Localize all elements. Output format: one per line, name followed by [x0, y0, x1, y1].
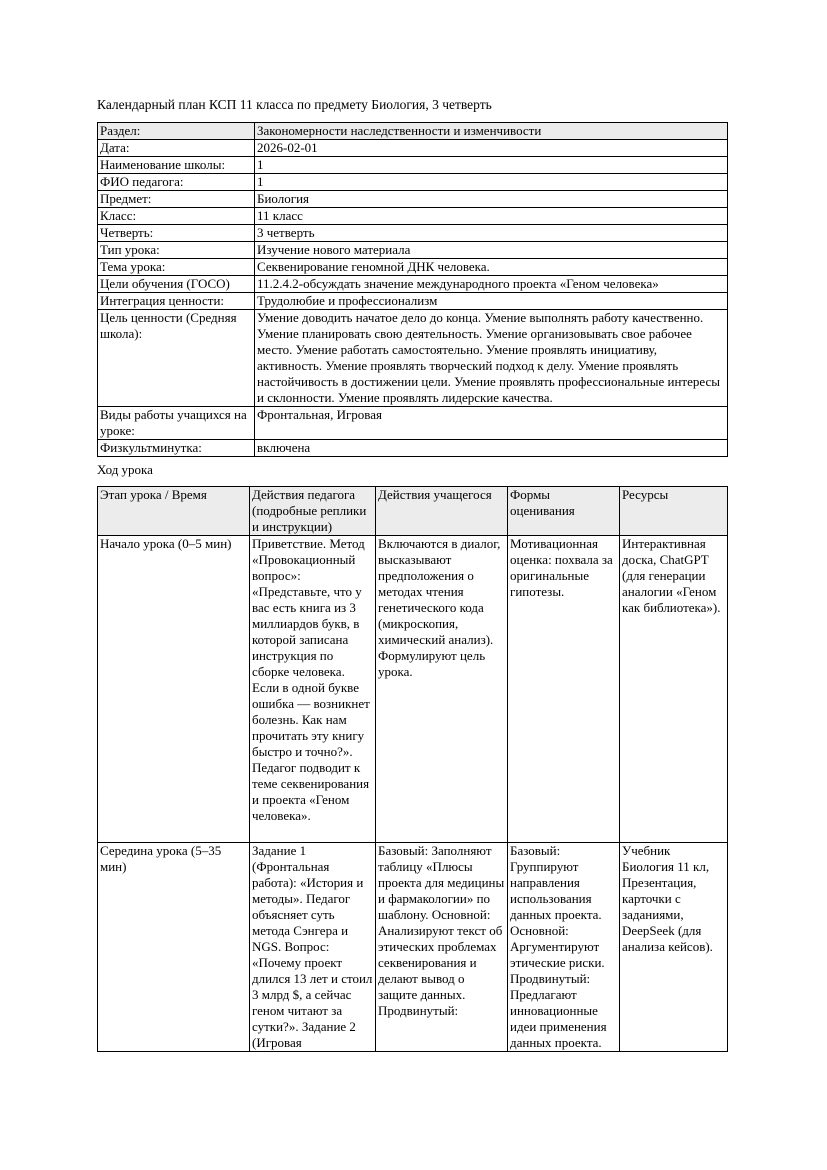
info-row [98, 259, 728, 276]
info-row [98, 208, 728, 225]
info-row [98, 225, 728, 242]
info-row [98, 174, 728, 191]
info-row [98, 242, 728, 259]
document-title: Календарный план КСП 11 класса по предмету Биология, 3 четверть [97, 97, 492, 112]
info-value-cell: Секвенирование геномной ДНК человека. [255, 259, 728, 276]
info-label-cell: Физкультминутка: [98, 440, 255, 457]
student-actions-cell: Базовый: Заполняют таблицу «Плюсы проекта для медицины и фармакологии» по шаблону. Основной: Анализируют текст об этических проблемах секвенирования и делают вывод о защите данных. Продвинутый: [376, 843, 508, 1052]
resources-cell: Учебник Биология 11 кл, Презентация, карточки с заданиями, DeepSeek (для анализа кейсов). [620, 843, 728, 1052]
student-actions-cell: Включаются в диалог, высказывают предположения о методах чтения генетического кода (микроскопия, химический анализ). Формулируют цель урока. [376, 536, 508, 843]
info-label-cell: Дата: [98, 140, 255, 157]
info-value-cell: Трудолюбие и профессионализм [255, 293, 728, 310]
info-label-cell: Класс: [98, 208, 255, 225]
lesson-row [98, 843, 728, 1052]
info-label-cell: Тип урока: [98, 242, 255, 259]
lesson-header-stage: Этап урока / Время [98, 487, 250, 536]
info-label-cell: Цели обучения (ГОСО) [98, 276, 255, 293]
lesson-flow-table [97, 486, 728, 1052]
info-label-cell: Предмет: [98, 191, 255, 208]
info-row [98, 276, 728, 293]
info-row [98, 157, 728, 174]
info-row [98, 407, 728, 440]
info-row [98, 123, 728, 140]
stage-cell: Начало урока (0–5 мин) [98, 536, 250, 843]
info-label-cell: Интеграция ценности: [98, 293, 255, 310]
lesson-header-teacher-actions: Действия педагога (подробные реплики и инструкции) [250, 487, 376, 536]
info-value-cell: 1 [255, 174, 728, 191]
info-label-cell: Наименование школы: [98, 157, 255, 174]
info-value-cell: Изучение нового материала [255, 242, 728, 259]
lesson-row [98, 536, 728, 843]
lesson-flow-heading: Ход урока [97, 462, 153, 477]
info-row [98, 310, 728, 407]
info-row [98, 191, 728, 208]
info-value-cell: Умение доводить начатое дело до конца. Умение выполнять работу качественно. Умение планировать свою деятельность. Умение организовывать свое рабочее место. Умение работать самостоятельно. Умение проявлять инициативу, активность. Умение проявлять творческий подход к делу. Умение проявлять настойчивость в достижении цели. Умение проявлять профессиональные интересы и склонности. Умение проявлять лидерские качества. [255, 310, 728, 407]
resources-cell: Интерактивная доска, ChatGPT (для генерации аналогии «Геном как библиотека»). [620, 536, 728, 843]
info-value-cell: 3 четверть [255, 225, 728, 242]
info-label-cell: Четверть: [98, 225, 255, 242]
info-label-cell: Цель ценности (Средняя школа): [98, 310, 255, 407]
info-value-cell: 11 класс [255, 208, 728, 225]
info-label-cell: Виды работы учащихся на уроке: [98, 407, 255, 440]
info-value-cell: 2026-02-01 [255, 140, 728, 157]
info-value-cell: включена [255, 440, 728, 457]
teacher-actions-cell: Задание 1 (Фронтальная работа): «История и методы». Педагог объясняет суть метода Сэнгера и NGS. Вопрос: «Почему проект длился 13 лет и стоил 3 млрд $, а сейчас геном читают за сутки?». Задание 2 (Игровая [250, 843, 376, 1052]
lesson-header-row [98, 487, 728, 536]
info-row [98, 440, 728, 457]
lesson-header-resources: Ресурсы [620, 487, 728, 536]
document-body [97, 97, 727, 1052]
info-value-cell: Закономерности наследственности и изменчивости [255, 123, 728, 140]
info-label-cell: Раздел: [98, 123, 255, 140]
info-label-cell: ФИО педагога: [98, 174, 255, 191]
lesson-header-student-actions: Действия учащегося [376, 487, 508, 536]
teacher-actions-cell: Приветствие. Метод «Провокационный вопрос»: «Представьте, что у вас есть книга из 3 миллиардов букв, в которой записана инструкция по сборке человека. Если в одной букве ошибка — возникнет болезнь. Как нам прочитать эту книгу быстро и точно?». Педагог подводит к теме секвенирования и проекта «Геном человека». [250, 536, 376, 843]
lesson-info-table [97, 122, 728, 457]
info-value-cell: Фронтальная, Игровая [255, 407, 728, 440]
info-label-cell: Тема урока: [98, 259, 255, 276]
stage-cell: Середина урока (5–35 мин) [98, 843, 250, 1052]
info-row [98, 140, 728, 157]
info-value-cell: 11.2.4.2-обсуждать значение международного проекта «Геном человека» [255, 276, 728, 293]
assessment-cell: Базовый: Группируют направления использования данных проекта. Основной: Аргументируют этические риски. Продвинутый: Предлагают инновационные идеи применения данных проекта. [508, 843, 620, 1052]
lesson-header-assessment: Формы оценивания [508, 487, 620, 536]
info-row [98, 293, 728, 310]
assessment-cell: Мотивационная оценка: похвала за оригинальные гипотезы. [508, 536, 620, 843]
info-value-cell: Биология [255, 191, 728, 208]
info-value-cell: 1 [255, 157, 728, 174]
